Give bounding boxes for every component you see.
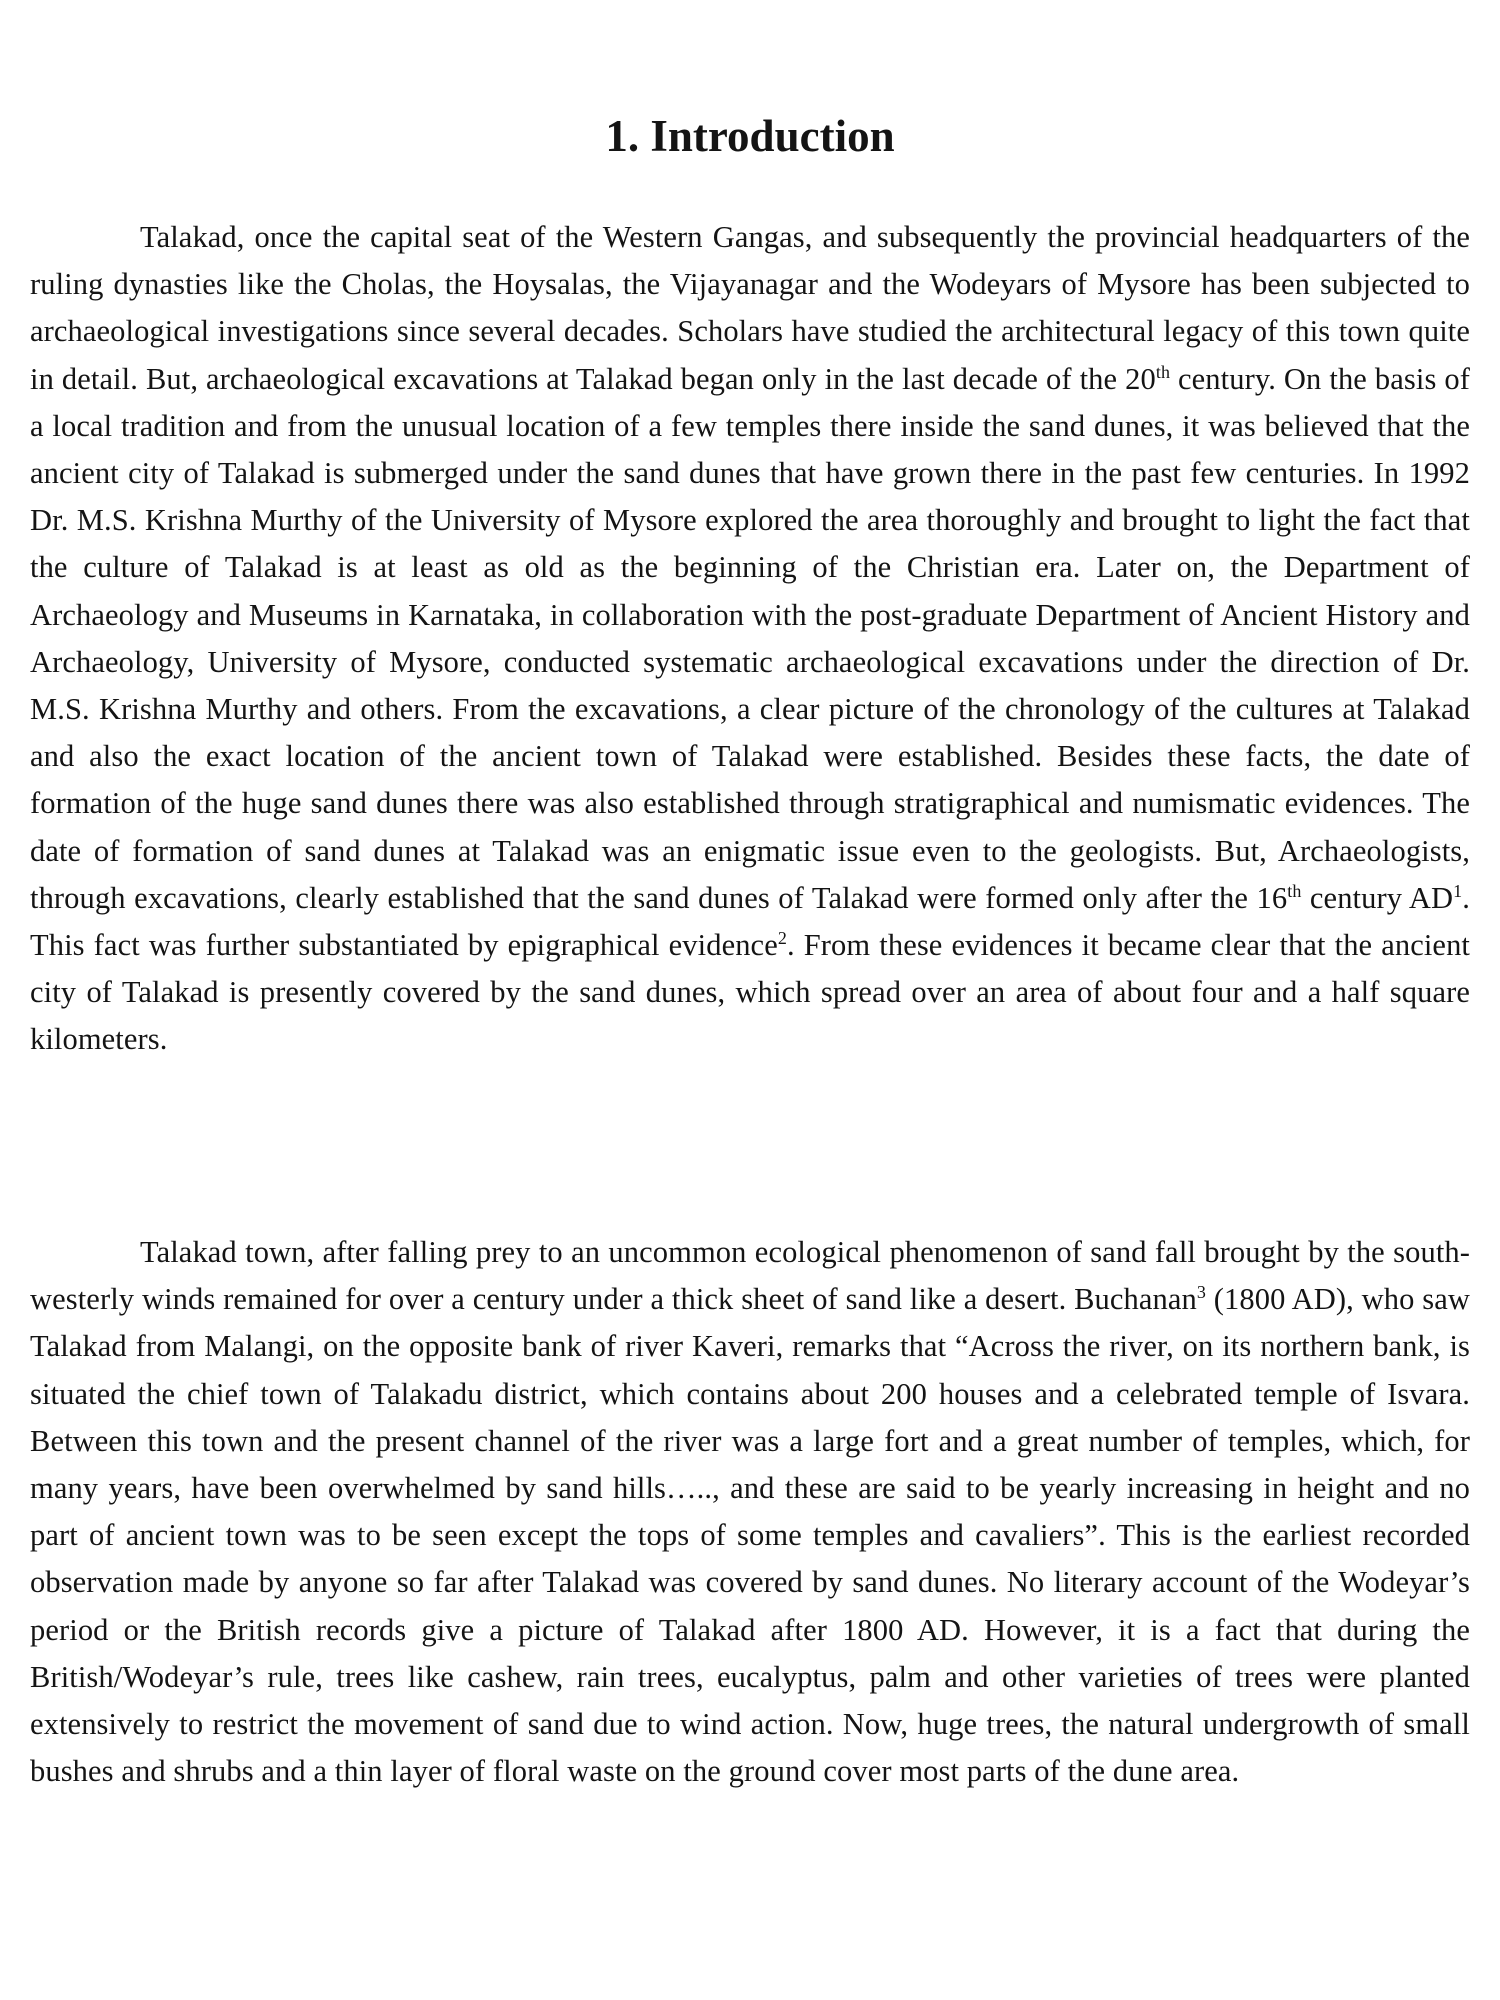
paragraph-1-text: . From these evidences it became clear that the ancient city of Talakad is presently covered by the sand dunes, which spread over an area of about four and a half square kilometers. — [30, 928, 1470, 1057]
superscript-th: th — [1287, 880, 1302, 901]
paragraph-1-text: century. On the basis of a local tradition and from the unusual location of a few temples there inside the sand dunes, it was believed that the ancient city of Talakad is submerged under the sand dunes that have grown there in the past few centuries. In 1992 Dr. M.S. Krishna Murthy of the University of Mysore explored the area thoroughly and brought to light the fact that the culture of Talakad is at least as old as the beginning of the Christian era. Later on, the Department of Archaeology and Museums in Karnataka, in collaboration with the post-graduate Department of Ancient History and Archaeology, University of Mysore, conducted systematic archaeological excavations under the direction of Dr. M.S. Krishna Murthy and others. From the excavations, a clear picture of the chronology of the cultures at Talakad and also the exact location of the ancient town of Talakad were established. Besides these facts, the date of formation of the huge sand dunes there was also established through stratigraphical and numismatic evidences. The date of formation of sand dunes at Talakad was an enigmatic issue even to the geologists. But, Archaeologists, through excavations, clearly established that the sand dunes of Talakad were formed only after the 16 — [30, 361, 1471, 915]
superscript-th: th — [1155, 361, 1171, 382]
page-title: 1. Introduction — [605, 111, 895, 161]
paragraph-1 — [30, 214, 1470, 1064]
paragraph-2-text: Talakad town, after falling prey to an uncommon ecological phenomenon of sand fall brought by the south-westerly winds remained for over a century under a thick sheet of sand like a desert. Buchanan — [30, 1235, 1470, 1317]
paragraph-1-text: . This fact was further substantiated by epigraphical evidence — [30, 880, 1470, 963]
document-page — [30, 0, 1470, 2000]
footnote-ref-2: 2 — [777, 927, 787, 948]
paragraph-1-text: century AD — [1301, 880, 1454, 915]
footnote-ref-1: 1 — [1453, 880, 1463, 901]
paragraph-2 — [30, 1229, 1470, 1795]
paragraph-2-text: (1800 AD), who saw Talakad from Malangi, on the opposite bank of river Kaveri, remarks that “Across the river, on its northern bank, is situated the chief town of Talakadu district, which contains about 200 houses and a celebrated temple of Isvara. Between this town and the present channel of the river was a large fort and a great number of temples, which, for many years, have been overwhelmed by sand hills….., and these are said to be yearly increasing in height and no part of ancient town was to be seen except the tops of some temples and cavaliers”. This is the earliest recorded observation made by anyone so far after Talakad was covered by sand dunes. No literary account of the Wodeyar’s period or the British records give a picture of Talakad after 1800 AD. However, it is a fact that during the British/Wodeyar’s rule, trees like cashew, rain trees, eucalyptus, palm and other varieties of trees were planted extensively to restrict the movement of sand due to wind action. Now, huge trees, the natural undergrowth of small bushes and shrubs and a thin layer of floral waste on the ground cover most parts of the dune area. — [30, 1282, 1471, 1789]
paragraph-1-text: Talakad, once the capital seat of the Western Gangas, and subsequently the provincial headquarters of the ruling dynasties like the Cholas, the Hoysalas, the Vijayanagar and the Wodeyars of Mysore has been subjected to archaeological investigations since several decades. Scholars have studied the architectural legacy of this town quite in detail. But, archaeological excavations at Talakad began only in the last decade of the 20 — [30, 220, 1470, 396]
footnote-ref-3: 3 — [1196, 1282, 1206, 1303]
